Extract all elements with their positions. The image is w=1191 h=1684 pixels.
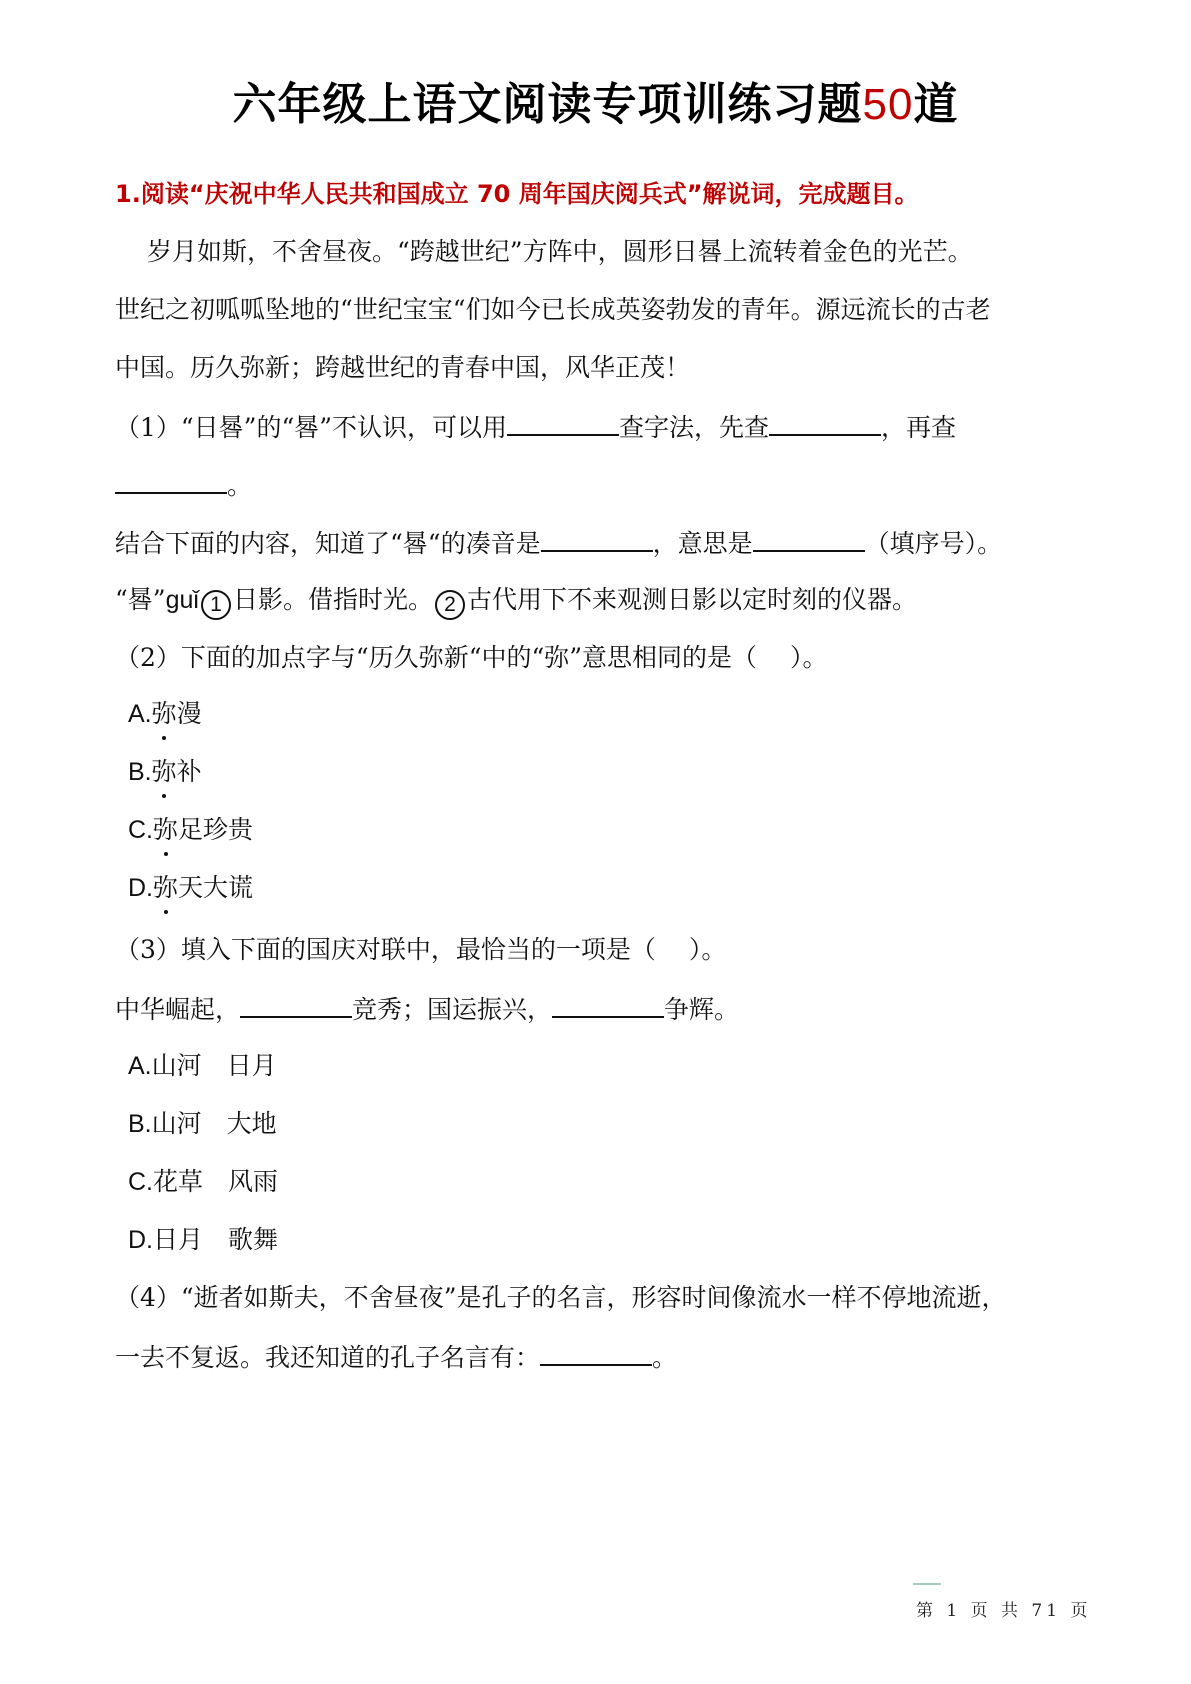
option-c[interactable]: C.花草 风雨 — [128, 1167, 279, 1196]
sub-question-1-reading: 结合下面的内容，知道了“晷“的凑音是 ，意思是 （填序号）。 — [115, 526, 1002, 560]
answer-blank-radical[interactable] — [769, 410, 881, 436]
passage-line-2: 世纪之初呱呱坠地的“世纪宝宝“们如今已长成英姿勃发的青年。源远流长的古老 — [115, 295, 991, 324]
sub-question-1: （1）“日晷”的“晷”不认识，可以用 查字法，先查 ，再查 — [115, 410, 956, 444]
emphasis-dot-char: 弥 — [151, 699, 177, 728]
sub-question-4-cont: 一去不复返。我还知道的孔子名言有： 。 — [115, 1340, 677, 1374]
sub-question-1-cont: 。 — [115, 468, 252, 502]
sub-question-4: （4）“逝者如斯夫，不舍昼夜”是孔子的名言，形容时间像流水一样不停地流逝， — [115, 1283, 1007, 1312]
answer-blank-couplet-1[interactable] — [240, 992, 352, 1018]
pinyin: guǐ — [165, 586, 199, 614]
circled-number-1-icon: 1 — [201, 590, 231, 620]
passage-line-1: 岁月如斯，不舍昼夜。“跨越世纪”方阵中，圆形日晷上流转着金色的光芒。 — [147, 237, 973, 266]
title-text: 六年级上语文阅读专项训练习题 — [232, 79, 863, 130]
option-b[interactable]: B.弥补 — [128, 757, 202, 786]
page-number: 第 1 页 共 71 页 — [916, 1601, 1092, 1621]
answer-blank-pronunciation[interactable] — [541, 526, 653, 552]
answer-blank-couplet-2[interactable] — [552, 992, 664, 1018]
circled-number-2-icon: 2 — [435, 590, 465, 620]
answer-blank-strokes[interactable] — [115, 468, 227, 494]
option-c[interactable]: C.弥足珍贵 — [128, 815, 254, 844]
couplet: 中华崛起， 竞秀；国运振兴， 争辉。 — [115, 992, 739, 1026]
answer-blank-meaning[interactable] — [753, 526, 865, 552]
title-suffix: 道 — [913, 79, 959, 130]
sub-question-3: （3）填入下面的国庆对联中，最恰当的一项是（ ）。 — [115, 935, 727, 964]
footer-divider — [913, 1583, 941, 1585]
dictionary-definition: “晷”guǐ 1 日影。借指时光。 2 古代用下不来观测日影以定时刻的仪器。 — [115, 584, 917, 620]
passage-line-3: 中国。历久弥新；跨越世纪的青春中国，风华正茂！ — [115, 353, 691, 382]
document-title — [0, 68, 1191, 132]
option-a[interactable]: A.山河 日月 — [128, 1051, 277, 1080]
answer-blank-method[interactable] — [507, 410, 619, 436]
answer-blank-confucius-quote[interactable] — [540, 1340, 652, 1366]
question-1-heading: 1.阅读“庆祝中华人民共和国成立 70 周年国庆阅兵式”解说词，完成题目。 — [115, 180, 919, 208]
option-b[interactable]: B.山河 大地 — [128, 1109, 277, 1138]
option-d[interactable]: D.日月 歌舞 — [128, 1225, 279, 1254]
option-a[interactable]: A.弥漫 — [128, 699, 202, 728]
option-d[interactable]: D.弥天大谎 — [128, 873, 254, 902]
emphasis-dot-char: 弥 — [153, 815, 179, 844]
emphasis-dot-char: 弥 — [153, 873, 179, 902]
sub-question-2: （2）下面的加点字与“历久弥新“中的“弥”意思相同的是（ ）。 — [115, 643, 828, 672]
title-number: 50 — [862, 80, 914, 129]
emphasis-dot-char: 弥 — [151, 757, 177, 786]
